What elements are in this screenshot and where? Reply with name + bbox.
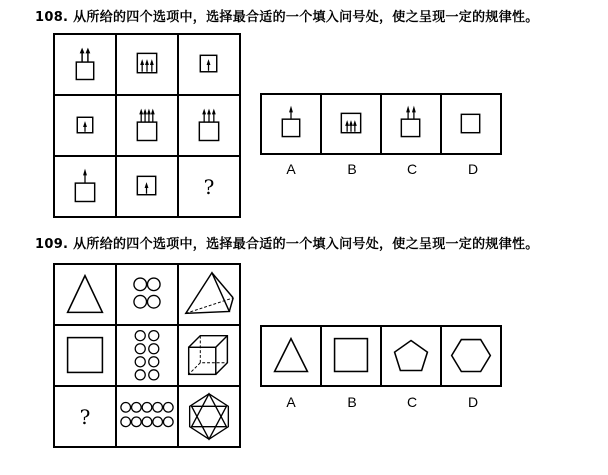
square-with-arrows-figure xyxy=(262,95,320,153)
arrow-icon xyxy=(207,59,211,71)
arrow-icon xyxy=(80,48,85,63)
arrow-icon xyxy=(289,106,293,120)
square-with-arrows-figure xyxy=(322,95,380,153)
arrow-icon xyxy=(83,169,87,184)
question-108-options xyxy=(260,93,502,155)
square-with-arrows-figure xyxy=(179,96,239,155)
puzzle-cell xyxy=(55,326,117,387)
arrow-icon xyxy=(83,121,87,132)
option-label-c: C xyxy=(406,161,418,177)
puzzle-cell xyxy=(55,265,117,326)
triangle-shape xyxy=(262,327,320,385)
puzzle-cell xyxy=(55,96,117,157)
option-label-b: B xyxy=(347,394,357,410)
square-with-arrows-figure xyxy=(179,35,239,94)
circles-group xyxy=(117,265,177,324)
question-109-title: 109. 从所给的四个选项中，选择最合适的一个填入问号处，使之呈现一定的规律性。 xyxy=(35,237,539,252)
option-label-d: D xyxy=(467,394,479,410)
square-with-arrows-figure xyxy=(55,96,115,155)
option-d-cell[interactable] xyxy=(442,327,502,387)
cube-shape xyxy=(179,326,239,385)
arrow-icon xyxy=(151,109,155,123)
arrow-icon xyxy=(143,109,147,123)
square-shape xyxy=(322,327,380,385)
arrow-icon xyxy=(145,59,149,72)
triangle-shape xyxy=(55,265,115,324)
square-with-arrows-figure xyxy=(382,95,440,153)
option-label-a: A xyxy=(286,394,296,410)
arrow-icon xyxy=(85,48,90,63)
arrow-icon xyxy=(353,120,357,132)
puzzle-cell xyxy=(179,326,241,387)
square-with-arrows-figure xyxy=(117,96,177,155)
option-b-cell[interactable] xyxy=(322,95,382,155)
arrow-icon xyxy=(147,109,151,123)
option-label-b: B xyxy=(347,161,357,177)
arrow-icon xyxy=(207,109,211,123)
puzzle-cell xyxy=(117,35,179,96)
puzzle-cell xyxy=(117,96,179,157)
arrow-icon xyxy=(412,106,416,120)
square-shape xyxy=(55,326,115,385)
puzzle-cell xyxy=(179,387,241,448)
arrow-icon xyxy=(345,120,349,132)
octahedron-shape xyxy=(179,387,239,446)
empty-square-figure xyxy=(442,95,500,153)
square-with-arrows-figure xyxy=(117,157,177,216)
puzzle-cell xyxy=(117,326,179,387)
question-108-title: 108. 从所给的四个选项中，选择最合适的一个填入问号处，使之呈现一定的规律性。 xyxy=(35,10,539,25)
option-b-cell[interactable] xyxy=(322,327,382,387)
circles-group xyxy=(117,387,177,446)
option-a-cell[interactable] xyxy=(262,327,322,387)
square-with-arrows-figure xyxy=(117,35,177,94)
unknown-cell[interactable] xyxy=(55,387,117,448)
puzzle-cell xyxy=(179,96,241,157)
option-c-cell[interactable] xyxy=(382,327,442,387)
question-109-puzzle-grid xyxy=(53,263,241,448)
option-c-cell[interactable] xyxy=(382,95,442,155)
puzzle-cell xyxy=(117,387,179,448)
puzzle-cell xyxy=(55,35,117,96)
question-mark: ? xyxy=(79,405,91,429)
option-a-cell[interactable] xyxy=(262,95,322,155)
arrow-icon xyxy=(202,109,206,123)
puzzle-cell xyxy=(55,157,117,218)
arrow-icon xyxy=(212,109,216,123)
unknown-cell[interactable] xyxy=(179,157,241,218)
puzzle-cell xyxy=(179,35,241,96)
option-label-a: A xyxy=(286,161,296,177)
arrow-icon xyxy=(145,182,149,194)
square-with-arrows-figure xyxy=(55,35,115,94)
option-label-d: D xyxy=(467,161,479,177)
pentagon-shape xyxy=(382,327,440,385)
puzzle-cell xyxy=(179,265,241,326)
arrow-icon xyxy=(406,106,410,120)
puzzle-cell xyxy=(117,157,179,218)
option-d-cell[interactable] xyxy=(442,95,502,155)
tetrahedron-shape xyxy=(179,265,239,324)
arrow-icon xyxy=(349,120,353,132)
arrow-icon xyxy=(150,59,154,72)
arrow-icon xyxy=(140,59,144,72)
option-label-c: C xyxy=(406,394,418,410)
puzzle-cell xyxy=(117,265,179,326)
arrow-icon xyxy=(139,109,143,123)
square-with-arrows-figure xyxy=(55,157,115,216)
circles-group xyxy=(117,326,177,385)
question-108-puzzle-grid xyxy=(53,33,241,218)
question-109-options xyxy=(260,325,502,387)
hexagon-shape xyxy=(442,327,500,385)
question-mark: ? xyxy=(203,175,215,199)
